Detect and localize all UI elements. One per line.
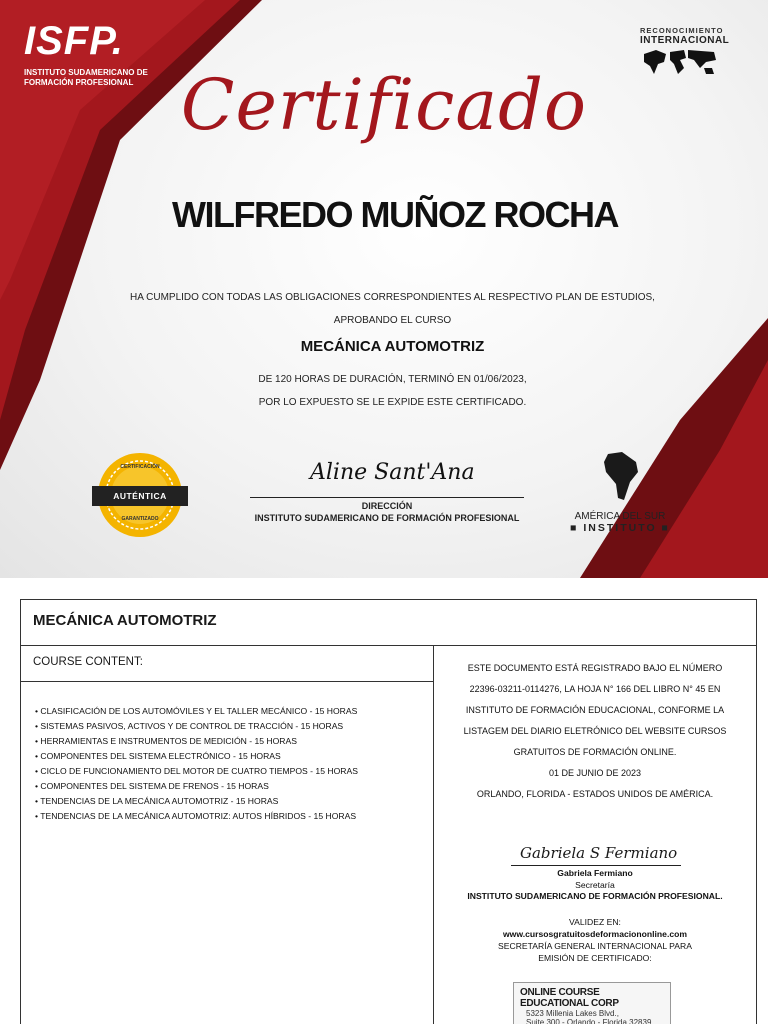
course-content-page xyxy=(20,599,757,1024)
validation-line1: SECRETARÍA GENERAL INTERNACIONAL PARA xyxy=(498,941,692,951)
stamp-name: ONLINE COURSE EDUCATIONAL CORP xyxy=(520,987,619,1009)
director-institution: INSTITUTO SUDAMERICANO DE FORMACIÓN PROFESIONAL xyxy=(254,513,520,523)
list-item: • TENDENCIAS DE LA MECÁNICA AUTOMOTRIZ - 15 HORAS xyxy=(35,794,433,809)
list-item: • COMPONENTES DEL SISTEMA ELECTRÓNICO - 15 HORAS xyxy=(35,749,433,764)
secretary-role: Secretaría xyxy=(575,880,615,890)
corporate-stamp xyxy=(513,982,671,1024)
course-name: MECÁNICA AUTOMOTRIZ xyxy=(300,338,485,355)
course-content-heading: COURSE CONTENT: xyxy=(21,646,433,682)
secretary-signature-line xyxy=(511,865,681,866)
stamp-address1: 5323 Millenia Lakes Blvd., xyxy=(526,1009,619,1018)
badge-ring-bottom: GARANTIZADO xyxy=(121,516,159,522)
approving-text: APROBANDO EL CURSO xyxy=(333,315,452,326)
director-role: DIRECCIÓN xyxy=(361,501,413,511)
america-line2: ■ INSTITUTO ■ xyxy=(570,522,670,534)
list-item: • HERRAMIENTAS E INSTRUMENTOS DE MEDICIÓN - 15 HORAS xyxy=(35,734,433,749)
duration-text: DE 120 HORAS DE DURACIÓN, TERMINÓ EN 01/06/2023, xyxy=(258,374,527,385)
list-item: • CLASIFICACIÓN DE LOS AUTOMÓVILES Y EL TALLER MECÁNICO - 15 HORAS xyxy=(35,704,433,719)
registration-line: LISTAGEM DEL DIARIO ELETRÓNICO DEL WEBSITE CURSOS xyxy=(463,726,727,736)
registration-text xyxy=(434,646,756,805)
list-item: • SISTEMAS PASIVOS, ACTIVOS Y DE CONTROL DE TRACCIÓN - 15 HORAS xyxy=(35,719,433,734)
validation-label: VALIDEZ EN: xyxy=(569,917,621,927)
course-content-panel xyxy=(21,646,434,1024)
list-item: • COMPONENTES DEL SISTEMA DE FRENOS - 15 HORAS xyxy=(35,779,433,794)
secretary-institution: INSTITUTO SUDAMERICANO DE FORMACIÓN PROFESIONAL. xyxy=(467,891,723,901)
recognition-main: INTERNACIONAL xyxy=(640,35,730,46)
registration-line: GRATUITOS DE FORMACIÓN ONLINE. xyxy=(513,747,677,757)
signature-line xyxy=(250,497,524,498)
registration-line: INSTITUTO DE FORMACIÓN EDUCACIONAL, CONFORME LA xyxy=(465,705,725,715)
logo-subtitle-2: FORMACIÓN PROFESIONAL xyxy=(24,78,134,87)
validation-line2: EMISIÓN DE CERTIFICADO: xyxy=(538,953,652,963)
validation-url[interactable]: www.cursosgratuitosdeformaciononline.com xyxy=(503,929,687,939)
registration-line: 01 DE JUNIO DE 2023 xyxy=(548,768,642,778)
list-item: • CICLO DE FUNCIONAMIENTO DEL MOTOR DE CUATRO TIEMPOS - 15 HORAS xyxy=(35,764,433,779)
recipient-name: WILFREDO MUÑOZ ROCHA xyxy=(172,194,618,235)
registration-panel xyxy=(434,646,756,1024)
south-america-icon xyxy=(598,450,642,502)
registration-line: ORLANDO, FLORIDA - ESTADOS UNIDOS DE AMÉRICA. xyxy=(476,789,714,799)
badge-label: AUTÉNTICA xyxy=(92,486,188,506)
america-del-sur-logo xyxy=(565,450,675,534)
statement-text: HA CUMPLIDO CON TODAS LAS OBLIGACIONES CORRESPONDIENTES AL RESPECTIVO PLAN DE ESTUDIOS, xyxy=(130,292,655,303)
logo-mark: ISFP. xyxy=(24,19,124,63)
secretary-name: Gabriela Fermiano xyxy=(557,868,633,878)
issued-text: POR LO EXPUESTO SE LE EXPIDE ESTE CERTIFICADO. xyxy=(258,397,527,408)
certificate-title: Certificado xyxy=(180,64,588,146)
stamp-address2: Suite 300 - Orlando - Florida 32839 xyxy=(526,1018,652,1024)
registration-line: ESTE DOCUMENTO ESTÁ REGISTRADO BAJO EL NÚMERO xyxy=(467,663,723,673)
course-content-list xyxy=(21,682,433,824)
registration-line: 22396-03211-0114276, LA HOJA N° 166 DEL LIBRO N° 45 EN xyxy=(469,684,721,694)
director-signature: Aline Sant'Ana xyxy=(310,460,475,485)
list-item: • TENDENCIAS DE LA MECÁNICA AUTOMOTRIZ: AUTOS HÍBRIDOS - 15 HORAS xyxy=(35,809,433,824)
logo-subtitle-1: INSTITUTO SUDAMERICANO DE xyxy=(24,68,148,77)
badge-ring-top: CERTIFICACIÓN xyxy=(120,464,160,470)
recognition-top: RECONOCIMIENTO xyxy=(640,26,724,35)
secretary-signature: Gabriela S Fermiano xyxy=(520,844,678,862)
content-page-title: MECÁNICA AUTOMOTRIZ xyxy=(21,600,756,646)
america-line1: AMÉRICA DEL SUR xyxy=(574,511,666,522)
authentic-badge xyxy=(92,452,188,538)
